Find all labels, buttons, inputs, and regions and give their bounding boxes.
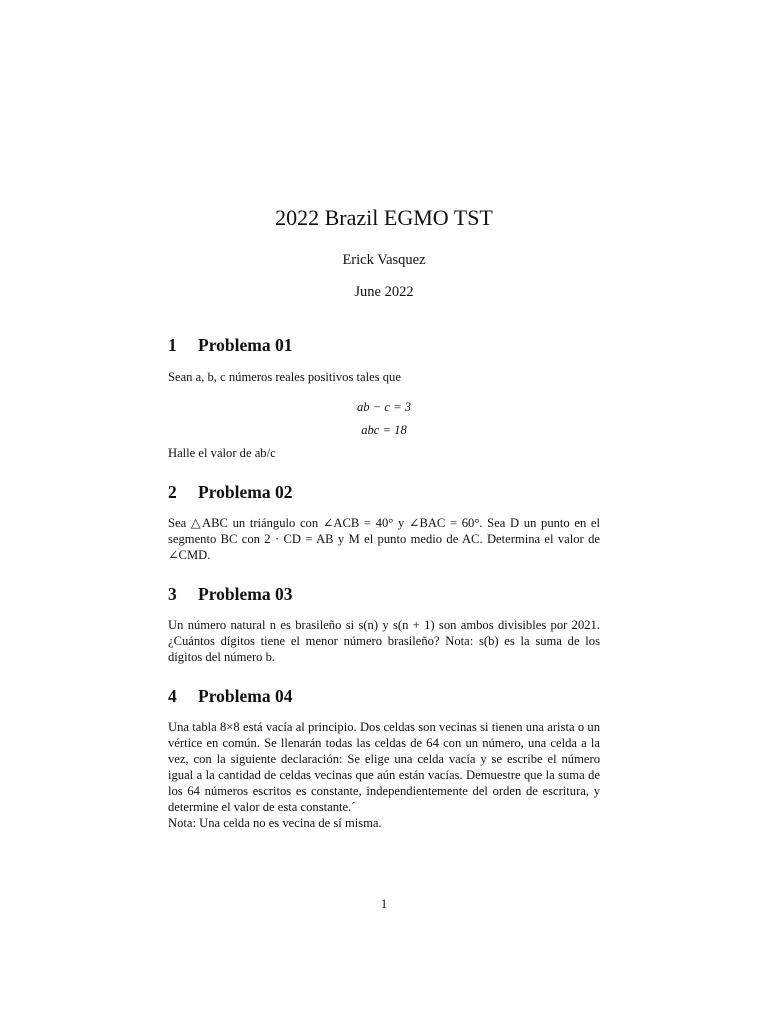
problem-text: Sea △ABC un triángulo con ∠ACB = 40° y ∠BAC = 60°. Sea D un punto en el segmento BC con 2 · CD = AB y M el punto medio de AC. Determina el valor de ∠CMD. (168, 516, 600, 562)
section-problema-04 (168, 686, 600, 831)
section-problema-01 (168, 335, 600, 461)
problem-note: Nota: Una celda no es vecina de sí misma. (168, 816, 382, 830)
section-title: Problema 02 (198, 482, 293, 502)
section-title: Problema 03 (198, 584, 293, 604)
problem-text: Sean a, b, c números reales positivos tales que (168, 370, 401, 384)
section-heading (168, 335, 600, 356)
section-problema-02 (168, 482, 600, 563)
problem-text: Una tabla 8×8 está vacía al principio. Dos celdas son vecinas si tienen una arista o un vértice en común. Se llenarán todas las celdas de 64 con un número, una celda a la vez, con la siguiente declaración: Se elige una celda vacía y se escribe el número igual a la cantidad de celdas vecinas que aún están vacías. Demuestre que la suma de los 64 números escritos es constante, independientemente del orden de escritura, y determine el valor de esta constante.´ (168, 720, 600, 814)
equation: abc = 18 (361, 423, 407, 437)
section-title: Problema 04 (198, 686, 293, 706)
page-number: 1 (380, 897, 388, 911)
problem-text: Halle el valor de ab/c (168, 446, 276, 460)
section-number: 3 (168, 584, 177, 604)
equation: ab − c = 3 (356, 400, 412, 414)
section-number: 1 (168, 335, 177, 355)
section-heading (168, 482, 600, 503)
document-date: June 2022 (354, 284, 414, 300)
section-problema-03 (168, 584, 600, 665)
document-title: 2022 Brazil EGMO TST (275, 205, 493, 230)
section-heading (168, 584, 600, 605)
section-number: 4 (168, 686, 177, 706)
document-author: Erick Vasquez (342, 252, 426, 268)
section-title: Problema 01 (198, 335, 293, 355)
section-heading (168, 686, 600, 707)
problem-text: Un número natural n es brasileño si s(n) y s(n + 1) son ambos divisibles por 2021. ¿Cuántos dígitos tiene el menor número brasileño? Nota: s(b) es la suma de los dígitos del número b. (168, 618, 600, 664)
section-number: 2 (168, 482, 177, 502)
